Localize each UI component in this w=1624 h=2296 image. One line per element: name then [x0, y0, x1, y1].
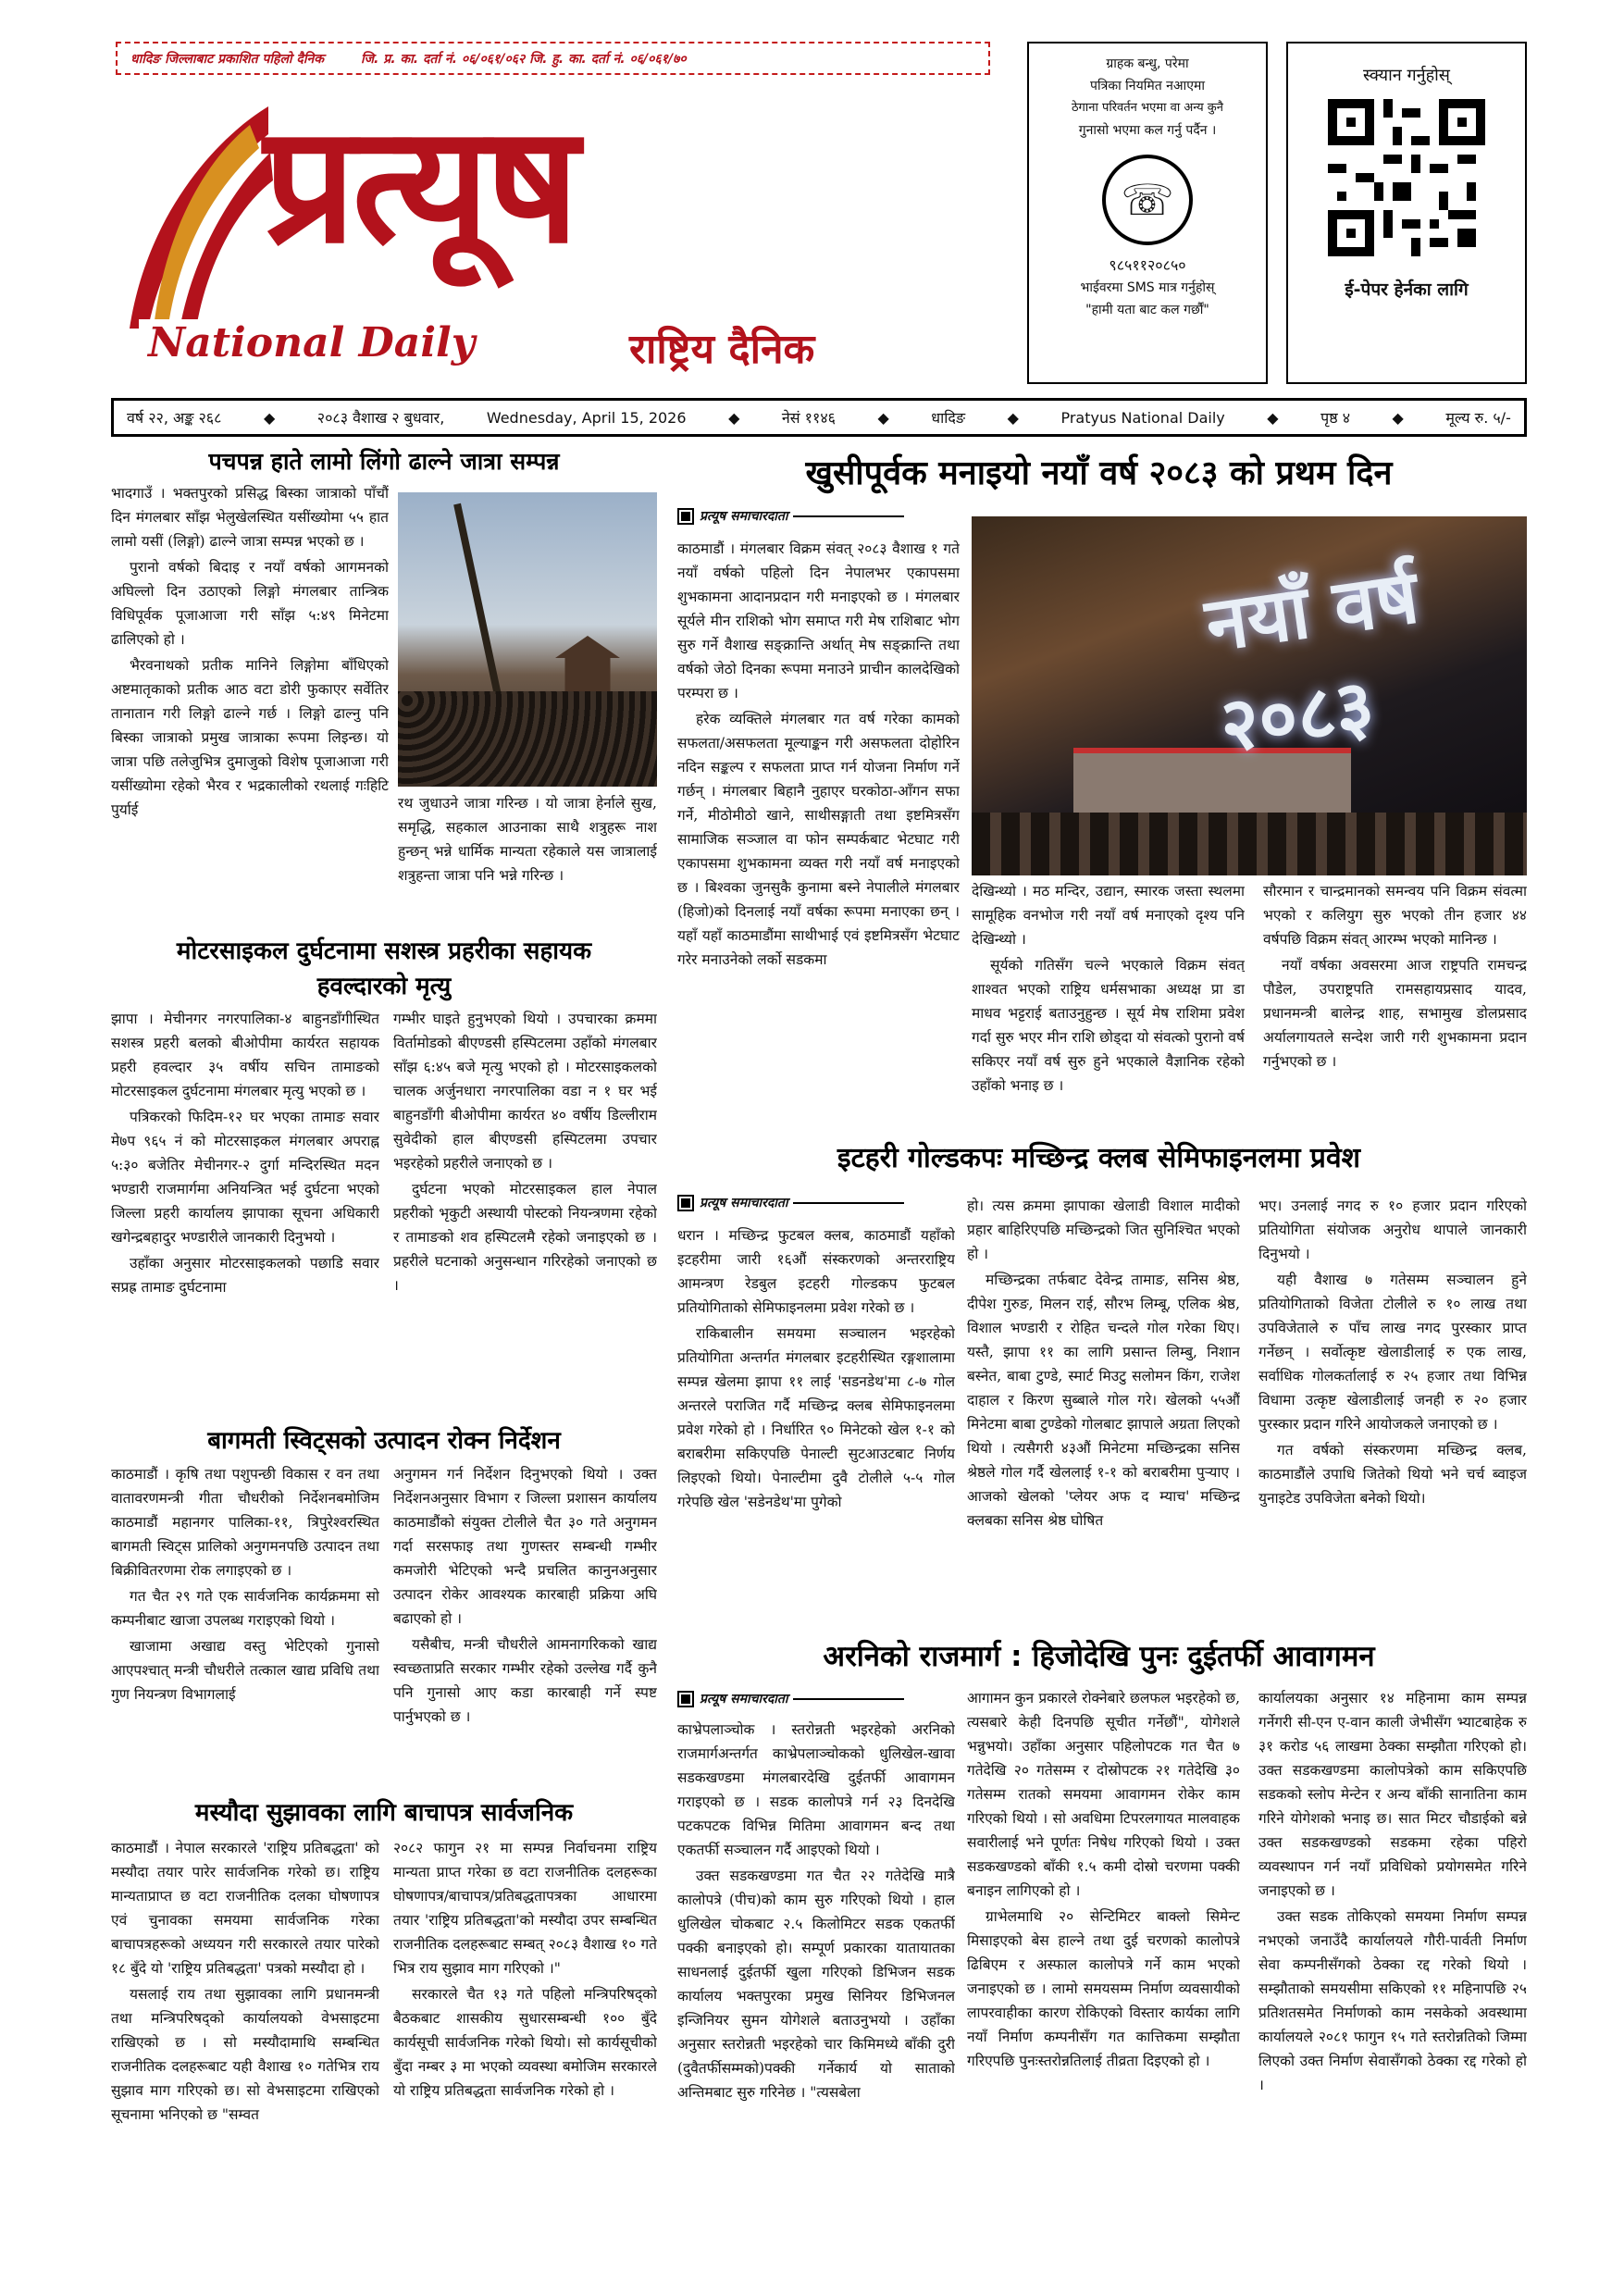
bullet-icon: ◆: [263, 408, 276, 427]
paragraph: धरान । मच्छिन्द्र फुटबल क्लब, काठमाडौं यहाँको इटहरीमा जारी १६औं संस्करणको अन्तरराष्ट्रिय आमन्त्रण रेडबुल इटहरी गोल्डकप फुटबल प्रतियोगिताको सेमिफाइनलमा प्रवेश गरेको छ ।: [677, 1227, 955, 1316]
epaper-label: ई-पेपर हेर्नका लागि: [1345, 279, 1469, 300]
paragraph: राकिबालीन समयमा सञ्चालन भइरहेको प्रतियोगिता अन्तर्गत मंगलबार इटहरीस्थित रङ्गशालामा सम्पन्न खेलमा झापा ११ लाई 'सडनडेथ'मा ८-७ गोल अन्तरले पराजित गर्दै मच्छिन्द्र क्लब सेमिफाइनलमा प्रवेश गरेको हो । निर्धारित ९० मिनेटको खेल १-१ को बराबरीमा सकिएपछि पेनाल्टी सुटआउटबाट निर्णय लिइएको थियो। पेनाल्टीमा दुवै टोलीले ५-५ गोल गरेपछि खेल 'सडेनडेथ'मा पुगेको: [677, 1325, 955, 1510]
headline-article-1: पचपन्न हाते लामो लिंगो ढाल्ने जात्रा सम्पन्न: [208, 448, 560, 475]
call-note: "हामी यता बाट कल गर्छौं": [1085, 303, 1209, 317]
paragraph: अनुगमन गर्न निर्देशन दिनुभएको थियो । उक्त निर्देशनअनुसार विभाग र जिल्ला प्रशासन कार्यालय काठमाडौंको संयुक्त टोलीले चैत ३० गते अनुगमन गर्दा सरसफाइ तथा गुणस्तर सम्बन्धी गम्भीर कमजोरी भेटिएको भन्दै प्रचलित कानुनअनुसार उत्पादन रोकेर आवश्यक कारबाही प्रक्रिया अघि बढाएको हो ।: [393, 1466, 657, 1627]
masthead-registration: जि. प्र. का. दर्ता नं. ०६/०६१/०६२ जि. हु. का. दर्ता नं. ०६/०६१/७०: [361, 51, 687, 67]
masthead-tagline-box: [116, 42, 990, 75]
paragraph: काठमाडौं । कृषि तथा पशुपन्छी विकास र वन तथा वातावरणमन्त्री गीता चौधरीको निर्देशनबमोजिम काठमाडौं महानगर पालिका-११, त्रिपुरेश्वरस्थित बागमती स्विट्स प्रालिको अनुगमनपछि उत्पादन तथा बिक्रीवितरणमा रोक लगाइएको छ ।: [111, 1466, 379, 1579]
article-2-col-3: [1263, 879, 1527, 1131]
article-2-col-1: [677, 537, 960, 1131]
byline-text: प्रत्यूष समाचारदाता: [700, 509, 788, 524]
byline-text: प्रत्यूष समाचारदाता: [700, 1196, 788, 1210]
paragraph: उहाँका अनुसार मोटरसाइकलको पछाडि सवार सप्रह्र तामाङ दुर्घटनामा: [111, 1255, 379, 1296]
paragraph: यसलाई राय तथा सुझावका लागि प्रधानमन्त्री तथा मन्त्रिपरिषद्को कार्यालयको वेभसाइटमा राखिएको छ । सो मस्यौदामाथि सम्बन्धित राजनीतिक दलहरूबाट यही वैशाख १० गतेभित्र राय सुझाव माग गरिएको छ। सो वेभसाइटमा राखिएको सूचनामा भनिएको छ "सम्वत: [111, 1986, 379, 2123]
page-number: पृष्ठ ४: [1320, 409, 1351, 427]
article-4-col-2: [393, 1462, 657, 1795]
headline-article-7: अरनिको राजमार्ग : हिजोदेखि पुनः दुईतर्फी आवागमन: [823, 1640, 1375, 1673]
scan-label: स्क्यान गर्नुहोस्: [1363, 66, 1450, 85]
article-7-col-2: [967, 1686, 1240, 2264]
notice-line: पत्रिका नियमित नआएमा: [1090, 79, 1205, 93]
byline-line: [793, 1697, 904, 1700]
paragraph: गम्भीर घाइते हुनुभएको थियो । उपचारका क्रममा विर्तामोडको बीएण्डसी हस्पिटलमा उहाँको मंगलबार साँझ ६:४५ बजे मृत्यु भएको हो । मोटरसाइकलको चालक अर्जुनधारा नगरपालिका वडा न १ घर भई बाहुनडाँगी बीओपीमा कार्यरत ४० वर्षीय डिल्लीराम सुवेदीको हाल बीएण्डसी हस्पिटलमा उपचार भइरहेको प्रहरीले जनाएको छ ।: [393, 1011, 657, 1172]
viber-phone-icon: ☏: [1102, 155, 1193, 245]
qr-box: [1286, 42, 1527, 384]
byline-box-icon: [677, 1691, 694, 1707]
sms-note: भाईवरमा SMS मात्र गर्नुहोस्: [1080, 280, 1215, 295]
byline-line: [793, 515, 904, 517]
paragraph: भादगाउँ । भक्तपुरको प्रसिद्ध बिस्का जात्राको पाँचौं दिन मंगलबार साँझ भेलुखेलस्थित यसींख्योमा ५५ हात लामो यसीं (लिङ्गो) ढाल्ने जात्रा सम्पन्न भएको छ ।: [111, 485, 389, 550]
article-2-col-2: [972, 879, 1245, 1131]
paragraph: सूर्यको गतिसँग चल्ने भएकाले विक्रम संवत् शाश्वत भएको राष्ट्रिय धर्मसभाका अध्यक्ष प्रा डा माधव भट्टराई बताउनुहुन्छ । सूर्य मेष राशिमा प्रवेश गर्दा सुरु भएर मीन राशि छोड्दा यो संवत्को पुरानो वर्ष सकिएर नयाँ वर्ष सुरु हुने भएकाले वैज्ञानिक रहेको उहाँको भनाइ छ ।: [972, 957, 1245, 1094]
byline-line: [793, 1201, 904, 1204]
byline-article-2: [677, 507, 904, 525]
phone-number: ९८५११२०८५०: [1109, 256, 1186, 274]
byline-box-icon: [677, 1195, 694, 1211]
byline-article-6: [677, 1194, 904, 1211]
paragraph: सौरमान र चान्द्रमानको समन्वय पनि विक्रम संवत्मा भएको र कलियुग सुरु भएको तीन हजार ४४ वर्षपछि विक्रम संवत् आरम्भ भएको मानिन्छ ।: [1263, 883, 1527, 948]
article-4-col-1: [111, 1462, 379, 1795]
paragraph: मच्छिन्द्रका तर्फबाट देवेन्द्र तामाङ, सनिस श्रेष्ठ, दीपेश गुरुङ, मिलन राई, सौरभ लिम्बू, एलिक श्रेष्ठ, विशाल भण्डारी र रोहित चन्दले गोल गरेका थिए। यस्तै, झापा ११ का लागि प्रसान्त लिम्बु, निशान बस्नेत, बाबा टुण्डे, स्मार्ट मिउटु सलोमन किंग, राजेश दाहाल र किरण सुब्बाले गोल गरे। खेलको ५५औं मिनेटमा बाबा टुण्डेको गोलबाट झापाले अग्रता लिएको थियो । त्यसैगरी ४३औं मिनेटमा मच्छिन्द्रका सनिस श्रेष्ठले गोल गर्दै खेललाई १-१ को बराबरीमा पुऱ्याए । आजको खेलको 'प्लेयर अफ द म्याच' मच्छिन्द्र क्लबका सनिस श्रेष्ठ घोषित: [967, 1272, 1240, 1529]
paragraph: २०८२ फागुन २१ मा सम्पन्न निर्वाचनमा राष्ट्रिय मान्यता प्राप्त गरेका छ वटा राजनीतिक दलहरूका घोषणापत्र/बाचापत्र/प्रतिबद्धतापत्रका आधारमा तयार 'राष्ट्रिय प्रतिबद्धता'को मस्यौदा उपर सम्बन्धित राजनीतिक दलहरूबाट सम्बत् २०८३ वैशाख १० गते भित्र राय सुझाव माग गरिएको ।": [393, 1840, 657, 1977]
article-6-col-1: [677, 1223, 955, 1631]
paragraph: गत चैत २९ गते एक सार्वजनिक कार्यक्रममा सो कम्पनीबाट खाजा उपलब्ध गराइएको थियो ।: [111, 1588, 379, 1629]
paragraph: नयाँ वर्षका अवसरमा आज राष्ट्रपति रामचन्द्र पौडेल, उपराष्ट्रपति रामसहायप्रसाद यादव, प्रधानमन्त्री बालेन्द्र शाह, सभामुख डोलप्रसाद अर्यालगायतले सन्देश जारी गरी शुभकामना प्रदान गर्नुभएको छ ।: [1263, 957, 1527, 1070]
place: धादिङ: [931, 409, 966, 427]
article-1-body: [111, 481, 389, 949]
paragraph: काठमाडौं । मंगलबार विक्रम संवत् २०८३ वैशाख १ गते नयाँ वर्षको पहिलो दिन नेपालभर एकापसमा शुभकामना आदानप्रदान गरी मनाइएको छ । मंगलबार सूर्यले मीन राशिको भोग समाप्त गरी मेष राशिबाट भोग सुरु गर्ने वैशाख सङ्क्रान्ति अर्थात् मेष सङ्क्रान्ति तथा वर्षको जेठो दिनका रूपमा मनाउने प्राचीन कालदेखिको परम्परा छ ।: [677, 540, 960, 701]
bullet-icon: ◆: [1267, 408, 1279, 427]
article-3-col-1: [111, 1007, 379, 1419]
temple-shape: [555, 636, 620, 691]
paragraph: पुरानो वर्षको बिदाइ र नयाँ वर्षको आगमनको अघिल्लो दिन उठाएको लिङ्गो मंगलबार तान्त्रिक विधिपूर्वक पूजाआजा गरी साँझ ५:४९ मिनेटमा ढालिएको हो ।: [111, 559, 389, 648]
notice-box: [1027, 42, 1268, 384]
bullet-icon: ◆: [1007, 408, 1019, 427]
paragraph: उक्त सडक तोकिएको समयमा निर्माण सम्पन्न नभएको जनाउँदै कार्यालयले गौरी-पार्वती निर्माण सेवा कम्पनीसँगको ठेक्का रद्द गरेको थियो । सम्झौताको समयसीमा सकिएको ११ महिनापछि २५ प्रतिशतसमेत निर्माणको काम नसकेको अवस्थामा कार्यालयले २०८१ फागुन १५ गते स्तरोन्नतिको जिम्मा लिएको उक्त निर्माण सेवासँगको ठेक्का रद्द गरेको हो ।: [1258, 1908, 1527, 2093]
bullet-icon: ◆: [728, 408, 740, 427]
byline-article-7: [677, 1690, 904, 1707]
headline-article-2: खुसीपूर्वक मनाइयो नयाँ वर्ष २०८३ को प्रथम दिन: [805, 454, 1393, 492]
paragraph: झापा । मेचीनगर नगरपालिका-४ बाहुनडाँगीस्थित सशस्त्र प्रहरी बलको बीओपीमा कार्यरत सहायक प्रहरी हवल्दार ३५ वर्षीय सचिन तामाङको मोटरसाइकल दुर्घटनामा मंगलबार मृत्यु भएको छ ।: [111, 1011, 379, 1099]
headline-article-6: इटहरी गोल्डकपः मच्छिन्द्र क्लब सेमिफाइनलमा प्रवेश: [837, 1142, 1361, 1174]
crowd-shape: [972, 813, 1527, 875]
notice-line: ग्राहक बन्धु, परेमा: [1106, 56, 1189, 71]
date-en: Wednesday, April 15, 2026: [486, 408, 687, 427]
article-5-col-1: [111, 1836, 379, 2262]
nepal-samvat: नेसं ११४६: [781, 409, 836, 427]
nepali-name: राष्ट्रिय दैनिक: [629, 326, 815, 373]
article-7-col-3: [1258, 1686, 1527, 2264]
photo-jatra: [398, 492, 657, 787]
byline-box-icon: [677, 508, 694, 525]
notice-line: गुनासो भएमा कल गर्नु पर्दैन ।: [1078, 123, 1217, 138]
paragraph: गत वर्षको संस्करणमा मच्छिन्द्र क्लब, काठमाडौंले उपाधि जितेको थियो भने चर्च ब्वाइज युनाइटेड उपविजेता बनेको थियो।: [1258, 1442, 1527, 1507]
masthead: [111, 42, 990, 384]
volume: वर्ष २२, अङ्क २६८: [127, 409, 222, 427]
paragraph: सरकारले चैत १३ गते पहिलो मन्त्रिपरिषद्को बैठकबाट शासकीय सुधारसम्बन्धी १०० बुँदे कार्यसूची सार्वजनिक गरेको थियो। सो कार्यसूचीको बुँदा नम्बर ३ मा भएको व्यवस्था बमोजिम सरकारले यो राष्ट्रिय प्रतिबद्धता सार्वजनिक गरेको हो ।: [393, 1986, 657, 2099]
headline-article-3-line-2: हवल्दारको मृत्यु: [316, 973, 452, 1000]
price: मूल्य रु. ५/-: [1445, 409, 1511, 427]
paragraph: खाजामा अखाद्य वस्तु भेटिएको गुनासो आएपश्चात् मन्त्री चौधरीले तत्काल खाद्य प्रविधि तथा गुण नियन्त्रण विभागलाई: [111, 1638, 379, 1703]
byline-text: प्रत्यूष समाचारदाता: [700, 1692, 788, 1706]
paragraph: दुर्घटना भएको मोटरसाइकल हाल नेपाल प्रहरीको भृकुटी अस्थायी पोस्टको नियन्त्रणमा रहेको र तामाङको शव हस्पिटलमै रहेको जनाइएको छ । प्रहरीले घटनाको अनुसन्धान गरिरहेको जनाएको छ ।: [393, 1181, 657, 1294]
article-7-col-1: [677, 1718, 955, 2264]
paragraph: हरेक व्यक्तिले मंगलबार गत वर्ष गरेका कामको सफलता/असफलता मूल्याङ्कन गरी असफलता दोहोरिन नदिन सङ्कल्प र सफलता प्राप्त गर्न योजना निर्माण गर्ने गर्छन् । मंगलबार बिहानै नुहाएर घरकोठा-आँगन सफा गर्ने, मीठोमीठो खाने, साथीसङ्गाती तथा इष्टमित्रसँग सामाजिक सञ्जाल वा फोन सम्पर्कबाट भेटघाट गरी एकापसमा शुभकामना व्यक्त गरी नयाँ वर्ष मनाइएको छ । बिश्वका जुनसुकै कुनामा बस्ने नेपालीले मंगलबार (हिजो)को दिनलाई नयाँ वर्षका रूपमा मनाएका छन् । यहाँ यहाँ काठमाडौंमा साथीभाई एवं इष्टमित्रसँग भेटघाट गरेर मनाउनेको लर्को सडकमा: [677, 711, 960, 968]
article-6-col-2: [967, 1194, 1240, 1631]
article-6-col-3: [1258, 1194, 1527, 1631]
masthead-tagline: धादिङ जिल्लाबाट प्रकाशित पहिलो दैनिक: [130, 51, 325, 67]
paragraph: यसैबीच, मन्त्री चौधरीले आमनागरिकको खाद्य स्वच्छताप्रति सरकार गम्भीर रहेको उल्लेख गर्दै कुनै पनि गुनासो आए कडा कारबाही गर्ने स्पष्ट पार्नुभएको छ ।: [393, 1636, 657, 1725]
paragraph: काठमाडौं । नेपाल सरकारले 'राष्ट्रिय प्रतिबद्धता' को मस्यौदा तयार पारेर सार्वजनिक गरेको छ। राष्ट्रिय मान्यताप्राप्त छ वटा राजनीतिक दलका घोषणापत्र एवं चुनावका समयमा सार्वजनिक गरेका बाचापत्रहरूको अध्ययन गरी सरकारले तयार पारेको १८ बुँदे यो 'राष्ट्रिय प्रतिबद्धता' पत्रको मस्यौदा हो ।: [111, 1840, 379, 1977]
paragraph: कार्यालयका अनुसार १४ महिनामा काम सम्पन्न गर्नेगरी सी-एन ए-वान काली जेभीसँग भ्याटबाहेक रु ३१ करोड ५६ लाखमा ठेक्का सम्झौता गरिएको हो। उक्त सडकखण्डमा कालोपत्रेको काम सकिएपछि सडकको स्लोप मेन्टेन र अन्य बाँकी सानातिना काम गरिने योगेशको भनाइ छ। सात मिटर चौडाईको बन्ने उक्त सडकखण्डको सडकमा रहेका पहिरो व्यवस्थापन गर्न नयाँ प्रविधिको प्रयोगसमेत गरिने जनाइएको छ ।: [1258, 1690, 1527, 1899]
date-np: २०८३ वैशाख २ बुधवार,: [316, 409, 445, 427]
photo-new-year: [972, 516, 1527, 875]
paragraph: देखिन्थ्यो । मठ मन्दिर, उद्यान, स्मारक जस्ता स्थलमा सामूहिक वनभोज गरी नयाँ वर्ष मनाएको दृश्य पनि देखिन्थ्यो ।: [972, 883, 1245, 948]
article-3-col-2: [393, 1007, 657, 1419]
paragraph: भए। उनलाई नगद रु १० हजार प्रदान गरिएको प्रतियोगिता संयोजक अनुरोध थापाले जानकारी दिनुभयो ।: [1258, 1198, 1527, 1262]
article-1-continued: रथ जुधाउने जात्रा गरिन्छ । यो जात्रा हेर्नाले सुख, समृद्धि, सहकाल आउनाका साथै शत्रुहरू नाश हुन्छन् भन्ने धार्मिक मान्यता रहेकाले यस जात्रालाई शत्रुहन्ता जात्रा पनि भन्ने गरिन्छ ।: [398, 795, 657, 884]
headline-article-5: मस्यौदा सुझावका लागि बाचापत्र सार्वजनिक: [194, 1799, 574, 1827]
paragraph: आगामन कुन प्रकारले रोक्नेबारे छलफल भइरहेको छ, त्यसबारे केही दिनपछि सूचीत गर्नेछौं", योगेशले भन्नुभयो। उहाँका अनुसार पहिलोपटक गत चैत ७ गतेदेखि २० गतेसम्म र दोस्रोपटक २१ गतेदेखि ३० गतेसम्म रातको समयमा आवागमन रोकेर काम गरिएको थियो । सो अवधिमा टिपरलगायत मालवाहक सवारीलाई भने पूर्णतः निषेध गरिएको थियो । उक्त सडकखण्डको बाँकी १.५ कमी दोस्रो चरणमा पक्की बनाइन लागिएको हो ।: [967, 1690, 1240, 1899]
headline-article-4: बागमती स्विट्सको उत्पादन रोक्न निर्देशन: [207, 1427, 561, 1455]
headline-article-3-line-1: मोटरसाइकल दुर्घटनामा सशस्त्र प्रहरीका सहायक: [176, 937, 592, 965]
paragraph: ग्राभेलमाथि २० सेन्टिमिटर बाक्लो सिमेन्ट मिसाइएको बेस हाल्ने तथा दुई चरणको कालोपत्रे ढिबिएम र अस्फाल कालोपत्रे गर्ने काम भएको जनाइएको छ । लामो समयसम्म निर्माण व्यवसायीको लापरवाहीका कारण रोकिएको विस्तार कार्यका लागि नयाँ निर्माण कम्पनीसँग गत कात्तिकमा सम्झौता गरिएपछि पुनःस्तरोन्नतिलाई तीव्रता दिइएको हो ।: [967, 1908, 1240, 2069]
paragraph: पत्रिकरको फिदिम-१२ घर भएका तामाङ सवार मे७प ९६५ नं को मोटरसाइकल मंगलबार अपराह्न ५:३० बजेतिर मेचीनगर-२ दुर्गा मन्दिरस्थित मदन भण्डारी राजमार्गमा अनियन्त्रित भई दुर्घटना भएको जिल्ला प्रहरी कार्यालय झापाका सूचना अधिकारी खगेन्द्रबहादुर भण्डारीले जानकारी दिनुभयो ।: [111, 1109, 379, 1246]
paragraph: उक्त सडकखण्डमा गत चैत २२ गतेदेखि मात्रै कालोपत्रे (पीच)को काम सुरु गरिएको थियो । हाल धुलिखेल चोकबाट २.५ किलोमिटर सडक एकतर्फी पक्की बनाइएको हो। सम्पूर्ण प्रकारका यातायातका साधनलाई दुईतर्फी खुला गरिएको डिभिजन सडक कार्यालय भक्तपुरका प्रमुख सिनियर डिभिजनल इन्जिनियर सुमन योगेशले बताउनुभयो । उहाँका अनुसार स्तरोन्नती भइरहेको चार किमिमध्ये बाँकी दुरी (दुवैतर्फीसम्मको)पक्की गर्नेकार्य यो साताको अन्तिमबाट सुरु गरिनेछ । "त्यसबेला: [677, 1868, 955, 2101]
crowd-shape: [398, 691, 657, 787]
qr-code-icon[interactable]: [1328, 99, 1485, 256]
pole-shape: [453, 503, 507, 722]
bullet-icon: ◆: [877, 408, 889, 427]
paragraph: यही वैशाख ७ गतेसम्म सञ्चालन हुने प्रतियोगिताको विजेता टोलीले रु १० लाख तथा उपविजेताले रु पाँच लाख नगद पुरस्कार प्राप्त गर्नेछन् । सर्वोत्कृष्ट खेलाडीलाई रु एक लाख, सर्वाधिक गोलकर्तालाई रु २५ हजार तथा विभिन्न विधामा उत्कृष्ट खेलाडीलाई जनही रु २० हजार पुरस्कार प्रदान गरिने आयोजकले जनाएको छ ।: [1258, 1272, 1527, 1433]
paragraph: काभ्रेपलाञ्चोक । स्तरोन्नती भइरहेको अरनिको राजमार्गअन्तर्गत काभ्रेपलाञ्चोकको धुलिखेल-खावा सडकखण्डमा मंगलबारदेखि दुईतर्फी आवागमन गराइएको छ । सडक कालोपत्रे गर्न २३ दिनदेखि पटकपटक विभिन्न मितिमा आवागमन बन्द तथा एकतर्फी सञ्चालन गर्दै आइएको थियो ।: [677, 1721, 955, 1858]
english-title: Pratyus National Daily: [1060, 408, 1225, 427]
logo-text: प्रत्यूष: [264, 90, 576, 279]
english-name: National Daily: [148, 319, 476, 366]
bullet-icon: ◆: [1392, 408, 1404, 427]
article-5-col-2: [393, 1836, 657, 2262]
photo-sign: नयाँ वर्ष २०८३: [1200, 552, 1424, 769]
dateline: [111, 398, 1527, 437]
paragraph: हो। त्यस क्रममा झापाका खेलाडी विशाल मादीको प्रहार बाहिरिएपछि मच्छिन्द्रको जित सुनिश्चित भएको हो ।: [967, 1198, 1240, 1262]
notice-line: ठेगाना परिवर्तन भएमा वा अन्य कुनै: [1072, 101, 1223, 115]
paragraph: भैरवनाथको प्रतीक मानिने लिङ्गोमा बाँधिएको अष्टमातृकाको प्रतीक आठ वटा डोरी फुकाएर सर्वेतिर तानातान गरी लिङ्गो ढाल्ने गर्छ । लिङ्गो ढाल्नु पनि बिस्का जात्राको प्रमुख जात्राका रूपमा लिइन्छ। यो जात्रा पछि तलेजुभित्र दुमाजुको विशेष पूजाआजा गरी यसींख्योमा रहेको भैरव र भद्रकालीको रथलाई गःहिटि पुर्याई: [111, 657, 389, 818]
